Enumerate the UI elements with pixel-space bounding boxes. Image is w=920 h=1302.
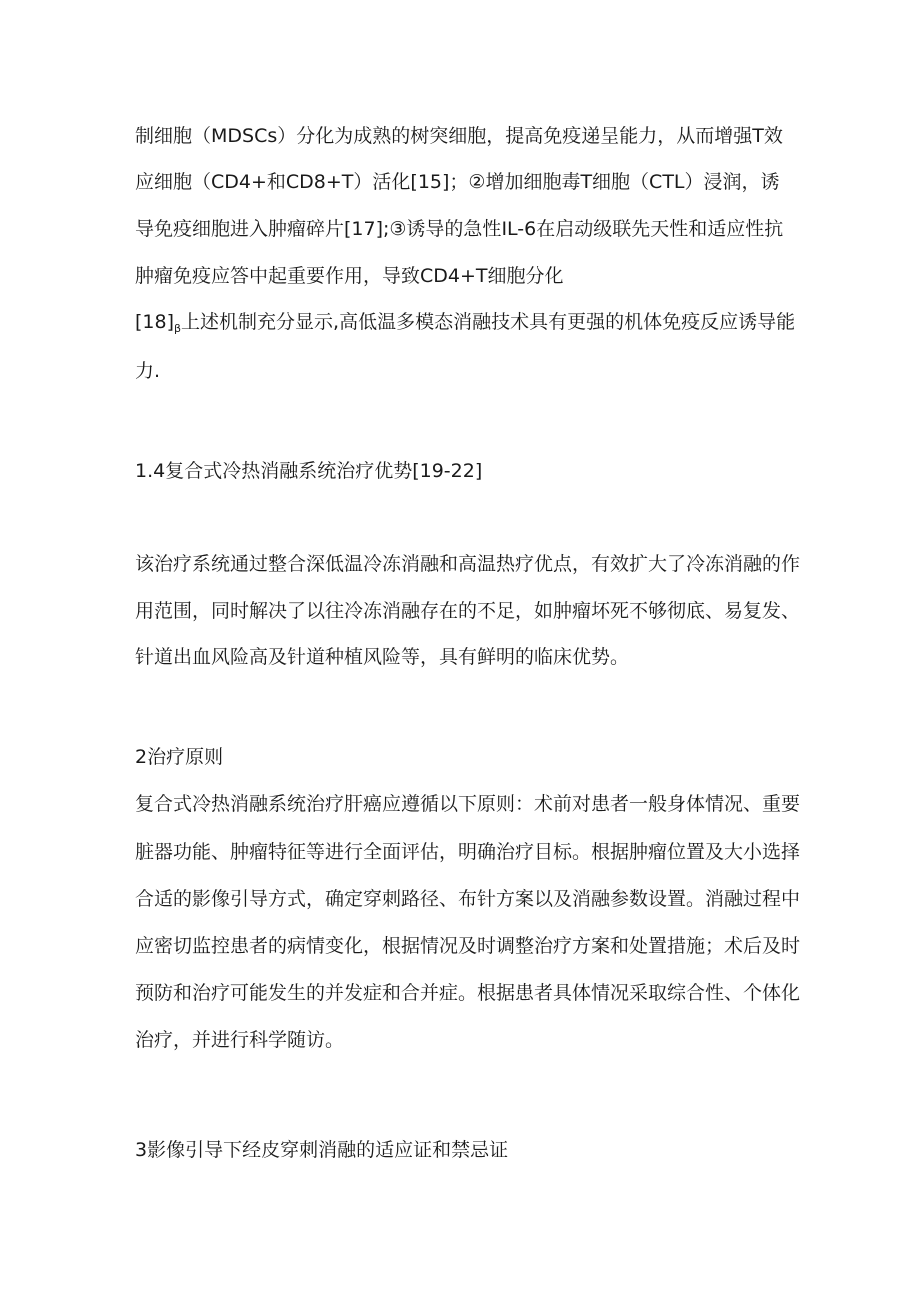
section-heading-3: 3影像引导下经皮穿刺消融的适应证和禁忌证: [135, 1139, 509, 1161]
text-line: 该治疗系统通过整合深低温冷冻消融和高温热疗优点，有效扩大了冷冻消融的作: [135, 553, 801, 575]
text-line: 应细胞（CD4+和CD8+T）活化[15]；②增加细胞毒T细胞（CTL）浸润，诱: [135, 171, 780, 193]
section-heading-1-4: 1.4复合式冷热消融系统治疗优势[19-22]: [135, 460, 483, 482]
text-line: 力.: [135, 360, 161, 382]
citation-ref: [18]: [135, 311, 175, 333]
text-line: 肿瘤免疫应答中起重要作用，导致CD4+T细胞分化: [135, 265, 564, 287]
text-line: 制细胞（MDSCs）分化为成熟的树突细胞，提高免疫递呈能力，从而增强T效: [135, 125, 783, 147]
text-line: 用范围，同时解决了以往冷冻消融存在的不足，如肿瘤坏死不够彻底、易复发、: [135, 600, 801, 622]
text-line: 应密切监控患者的病情变化，根据情况及时调整治疗方案和处置措施；术后及时: [135, 935, 801, 957]
text-line: 针道出血风险高及针道种植风险等，具有鲜明的临床优势。: [135, 646, 630, 668]
text-line: 合适的影像引导方式，确定穿刺路径、布针方案以及消融参数设置。消融过程中: [135, 888, 801, 910]
text-line: [135, 313, 795, 334]
text-line: 脏器功能、肿瘤特征等进行全面评估，明确治疗目标。根据肿瘤位置及大小选择: [135, 841, 801, 863]
text-continuation: 上述机制充分显示,高低温多模态消融技术具有更强的机体免疫反应诱导能: [181, 311, 796, 333]
text-line: 治疗，并进行科学随访。: [135, 1029, 345, 1051]
section-heading-2: 2治疗原则: [135, 746, 224, 768]
text-line: 预防和治疗可能发生的并发症和合并症。根据患者具体情况采取综合性、个体化: [135, 982, 801, 1004]
text-line: 复合式冷热消融系统治疗肝癌应遵循以下原则：术前对患者一般身体情况、重要: [135, 793, 801, 815]
subscript-beta: β: [174, 322, 182, 335]
text-line: 导免疫细胞进入肿瘤碎片[17];③诱导的急性IL-6在启动级联先天性和适应性抗: [135, 218, 784, 240]
